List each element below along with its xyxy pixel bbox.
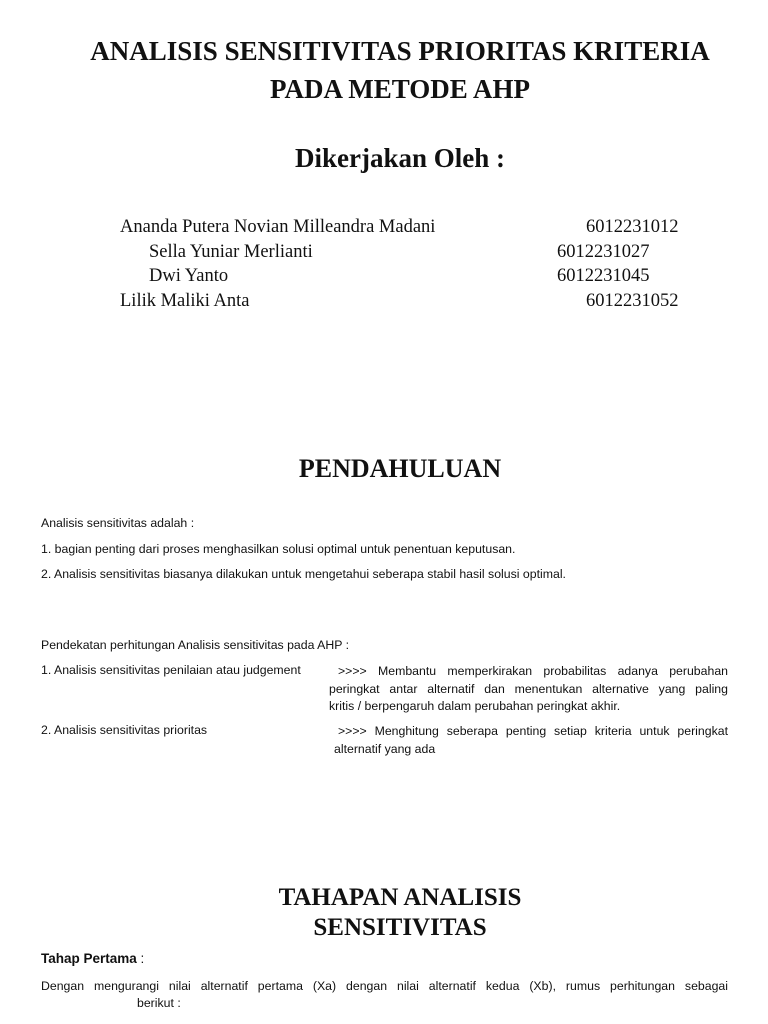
approach-2-label: 2. Analisis sensitivitas prioritas xyxy=(41,723,208,737)
approach-1-desc-line-1: >>>> Membantu memperkirakan probabilitas adanya perubahan xyxy=(338,664,728,678)
tahapan-heading xyxy=(0,883,768,943)
sensitivity-intro: Analisis sensitivitas adalah : xyxy=(41,516,195,530)
author-name-4: Lilik Maliki Anta xyxy=(120,291,250,311)
document-title xyxy=(40,32,760,108)
author-id-3: 6012231045 xyxy=(557,266,650,286)
author-name-1: Ananda Putera Novian Milleandra Madani xyxy=(120,217,436,237)
tahapan-heading-line-1: TAHAPAN ANALISIS xyxy=(278,884,522,911)
title-line-1: ANALISIS SENSITIVITAS PRIORITAS KRITERIA xyxy=(90,36,710,66)
approach-2-desc-line-1: >>>> Menghitung seberapa penting setiap kriteria untuk peringkat xyxy=(338,724,728,738)
authors-heading: Dikerjakan Oleh : xyxy=(294,143,505,173)
approach-intro: Pendekatan perhitungan Analisis sensitivitas pada AHP : xyxy=(41,638,350,652)
step-one-heading xyxy=(41,950,144,967)
title-line-2: PADA METODE AHP xyxy=(269,74,531,104)
author-name-3: Dwi Yanto xyxy=(149,266,229,286)
step-one-text-line-2: berikut : xyxy=(137,996,181,1010)
tahapan-heading-line-2: SENSITIVITAS xyxy=(313,914,487,941)
sensitivity-point-2: 2. Analisis sensitivitas biasanya dilakukan untuk mengetahui seberapa stabil hasil solusi optimal. xyxy=(41,567,566,581)
author-name-2: Sella Yuniar Merlianti xyxy=(149,242,313,262)
author-id-2: 6012231027 xyxy=(557,242,650,262)
approach-1-label: 1. Analisis sensitivitas penilaian atau judgement xyxy=(41,663,301,677)
pendahuluan-heading: PENDAHULUAN xyxy=(298,454,502,483)
sensitivity-point-1: 1. bagian penting dari proses menghasilkan solusi optimal untuk penentuan keputusan. xyxy=(41,542,516,556)
step-one-colon: : xyxy=(136,951,145,966)
approach-2-desc-line-2: alternatif yang ada xyxy=(334,742,436,756)
step-one-text-line-1: Dengan mengurangi nilai alternatif pertama (Xa) dengan nilai alternatif kedua (Xb), rumus perhitungan sebagai xyxy=(41,979,728,993)
author-id-4: 6012231052 xyxy=(586,291,679,311)
step-one-label: Tahap Pertama xyxy=(41,951,137,966)
approach-1-desc-line-2: peringkat antar alternatif dan menentukan alternative yang paling xyxy=(329,682,728,696)
approach-1-desc-line-3: kritis / berpengaruh dalam perubahan peringkat akhir. xyxy=(329,699,621,713)
author-id-1: 6012231012 xyxy=(586,217,679,237)
